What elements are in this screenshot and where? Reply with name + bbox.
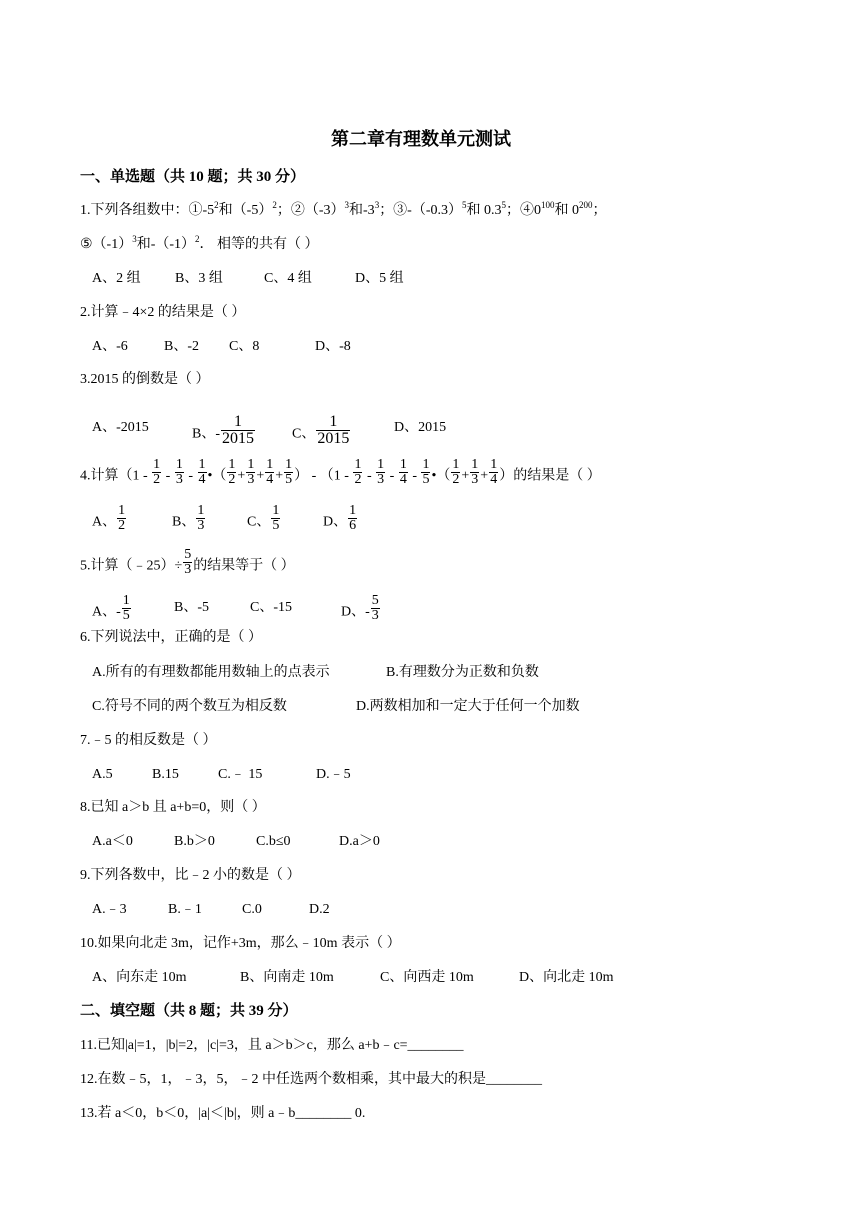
question-1-text: 1.下列各组数中：①-5 <box>80 203 215 218</box>
operator: - <box>412 468 417 484</box>
fraction-1-4: $\frac{1}{4}$ <box>198 457 206 487</box>
operator: - <box>389 468 395 484</box>
fraction-1-2: $\frac{1}{2}$ <box>452 457 460 487</box>
question-4-options <box>92 503 492 533</box>
option-b-label: B、 <box>172 514 196 530</box>
question-1-text: ； <box>592 203 607 218</box>
option-b[interactable]: B.﹣1 <box>168 902 202 917</box>
section-heading-fill-in: 二、填空题（共 8 题；共 39 分） <box>80 1003 298 1019</box>
operator: - <box>188 468 194 484</box>
option-c[interactable]: C、向西走 10m <box>380 970 474 985</box>
superscript: 3 <box>132 234 137 244</box>
superscript: 5 <box>501 200 507 210</box>
section-heading-single-choice: 一、单选题（共 10 题；共 30 分） <box>80 169 306 185</box>
operator: + <box>480 468 489 484</box>
operator: + <box>237 468 246 484</box>
option-b[interactable]: B.有理数分为正数和负数 <box>386 665 539 680</box>
option-c[interactable] <box>247 503 281 537</box>
option-a[interactable] <box>92 503 127 537</box>
question-8-text: 8.已知 a＞b 且 a+b=0，则（ ） <box>80 800 266 815</box>
question-5-text <box>80 547 295 577</box>
fraction-1-4: $\frac{1}{4}$ <box>266 457 274 487</box>
fraction-1-5: $\frac{1}{5}$ <box>422 457 430 487</box>
question-6-options-row-1 <box>92 663 652 683</box>
question-1-text: 和-3 <box>349 203 375 218</box>
option-a[interactable]: A、-2015 <box>92 420 149 435</box>
option-a[interactable]: A.所有的有理数都能用数轴上的点表示 <box>92 665 330 680</box>
operator: •（ <box>431 468 451 484</box>
option-a[interactable] <box>92 593 132 627</box>
operator: + <box>256 468 265 484</box>
question-6-options-row-2 <box>92 697 652 717</box>
question-7-text: 7.﹣5 的相反数是（ ） <box>80 733 217 748</box>
option-a[interactable]: A.﹣3 <box>92 902 127 917</box>
question-1-text: ；④0 <box>506 203 542 218</box>
question-11-text: 11.已知|a|=1，|b|=2，|c|=3，且 a＞b＞c，那么 a+b﹣c=________ <box>80 1038 464 1053</box>
question-1-text: ；③-（-0.3） <box>379 203 463 218</box>
operator: •（ <box>207 468 227 484</box>
fraction-5-3: $\frac{5}{3}$ <box>184 547 192 577</box>
option-b[interactable] <box>172 503 206 537</box>
option-d[interactable]: D.﹣5 <box>316 767 351 782</box>
fraction-1-5: $\frac{1}{5}$ <box>285 457 293 487</box>
option-d[interactable] <box>323 503 358 537</box>
fraction: $\frac{1}{5}$ <box>122 593 130 623</box>
question-1-text: ；②（-3） <box>276 203 345 218</box>
superscript: 3 <box>344 200 350 210</box>
question-5-options <box>92 593 492 623</box>
option-b[interactable]: B.15 <box>152 767 179 782</box>
superscript: 3 <box>374 200 380 210</box>
superscript: 200 <box>579 200 593 210</box>
option-d[interactable]: D、2015 <box>394 420 447 435</box>
question-6-text: 6.下列说法中，正确的是（ ） <box>80 630 262 645</box>
option-d-label: D、 <box>323 514 348 530</box>
fraction-1-4: $\frac{1}{4}$ <box>399 457 407 487</box>
option-b[interactable]: B、-5 <box>174 600 209 615</box>
operator: + <box>275 468 284 484</box>
option-d[interactable] <box>341 593 381 627</box>
option-c-label: C、 <box>292 426 316 442</box>
question-1-text: ． 相等的共有（ ） <box>199 237 319 252</box>
superscript: 2 <box>214 200 219 210</box>
superscript: 2 <box>272 200 277 210</box>
fraction-1-4: $\frac{1}{4}$ <box>490 457 498 487</box>
denominator: 2015 <box>317 430 350 447</box>
question-1-options <box>92 269 492 289</box>
question-13-text: 13.若 a＜0，b＜0，|a|＜|b|，则 a﹣b________ 0. <box>80 1106 366 1121</box>
question-1-text: ⑤（-1） <box>80 237 133 252</box>
question-5-text-suffix: 的结果等于（ ） <box>193 558 295 574</box>
question-7-options <box>92 765 492 785</box>
superscript: 100 <box>541 200 555 210</box>
option-d[interactable]: D、向北走 10m <box>519 970 614 985</box>
option-c[interactable]: C、-15 <box>250 600 292 615</box>
question-1-text: 和 0.3 <box>466 203 502 218</box>
question-1-text: 和 0 <box>554 203 580 218</box>
option-a[interactable]: A、-6 <box>92 339 128 354</box>
question-12-text: 12.在数﹣5，1，﹣3，5，﹣2 中任选两个数相乘，其中最大的积是________ <box>80 1072 542 1087</box>
option-d[interactable]: D.2 <box>309 902 330 917</box>
question-5-text-prefix: 5.计算（﹣25）÷ <box>80 558 183 574</box>
option-c[interactable]: C.b≤0 <box>256 834 291 849</box>
question-9-options <box>92 900 492 920</box>
option-c[interactable]: C.﹣ 15 <box>218 767 263 782</box>
option-c-label: C、 <box>247 514 271 530</box>
question-2-text: 2.计算﹣4×2 的结果是（ ） <box>80 305 246 320</box>
option-b[interactable]: B、向南走 10m <box>240 970 334 985</box>
option-c[interactable]: C、4 组 <box>264 271 312 286</box>
option-d-label: D、- <box>341 604 370 620</box>
option-b[interactable]: B、3 组 <box>175 271 223 286</box>
numerator: 1 <box>234 413 242 430</box>
fraction-1-3: $\frac{1}{3}$ <box>247 457 255 487</box>
fraction: $\frac{1}{2}$ <box>118 503 126 533</box>
option-d[interactable]: D、-8 <box>315 339 351 354</box>
question-1-line-2 <box>80 235 319 255</box>
option-b[interactable]: B、-2 <box>164 339 199 354</box>
question-10-text: 10.如果向北走 3m，记作+3m，那么﹣10m 表示（ ） <box>80 936 401 951</box>
question-1-text: 和-（-1） <box>136 237 196 252</box>
option-c[interactable]: C.符号不同的两个数互为相反数 <box>92 699 287 714</box>
fraction: $\frac{1}{5}$ <box>272 503 280 533</box>
fraction: $\frac{1}{6}$ <box>349 503 357 533</box>
question-3-options <box>92 413 492 447</box>
question-4-expression <box>80 457 601 487</box>
denominator: 2015 <box>222 430 254 447</box>
fraction-1-3: $\frac{1}{3}$ <box>471 457 479 487</box>
page-title: 第二章有理数单元测试 <box>331 129 511 149</box>
question-3-text: 3.2015 的倒数是（ ） <box>80 372 210 387</box>
question-2-options <box>92 337 492 357</box>
option-c[interactable]: C.0 <box>242 902 262 917</box>
option-b[interactable] <box>192 413 256 451</box>
option-d[interactable]: D.两数相加和一定大于任何一个加数 <box>356 699 580 714</box>
question-8-options <box>92 832 492 852</box>
option-a-label: A、- <box>92 604 121 620</box>
question-4-text: 4.计算（1 - <box>80 468 148 484</box>
operator: - <box>366 468 372 484</box>
operator: - <box>165 468 171 484</box>
question-4-text: ）的结果是（ ） <box>499 468 601 484</box>
numerator: 1 <box>329 413 338 430</box>
question-1-text: 和（-5） <box>218 203 273 218</box>
question-10-options <box>92 968 652 988</box>
option-a-label: A、 <box>92 514 117 530</box>
option-c[interactable] <box>292 413 351 451</box>
option-a[interactable]: A.5 <box>92 767 113 782</box>
option-b[interactable]: B.b＞0 <box>174 834 215 849</box>
question-9-text: 9.下列各数中，比﹣2 小的数是（ ） <box>80 868 301 883</box>
option-d[interactable]: D.a＞0 <box>339 834 380 849</box>
option-b-label: B、- <box>192 426 220 442</box>
superscript: 2 <box>195 234 200 244</box>
option-a[interactable]: A.a＜0 <box>92 834 133 849</box>
option-a[interactable]: A、2 组 <box>92 271 141 286</box>
fraction: $\frac{5}{3}$ <box>371 593 379 623</box>
fraction-1-2: $\frac{1}{2}$ <box>354 457 362 487</box>
fraction-1-3: $\frac{1}{3}$ <box>175 457 183 487</box>
fraction-1-2: $\frac{1}{2}$ <box>228 457 236 487</box>
fraction-1-3: $\frac{1}{3}$ <box>377 457 385 487</box>
fraction <box>221 414 255 447</box>
fraction-1-2: $\frac{1}{2}$ <box>153 457 161 487</box>
option-a[interactable]: A、向东走 10m <box>92 970 187 985</box>
question-1-line-1 <box>80 201 607 221</box>
option-d[interactable]: D、5 组 <box>355 271 404 286</box>
fraction <box>316 414 350 447</box>
operator: + <box>461 468 470 484</box>
superscript: 5 <box>462 200 467 210</box>
fraction: $\frac{1}{3}$ <box>197 503 205 533</box>
option-c[interactable]: C、8 <box>229 339 260 354</box>
question-4-text: ） - （1 - <box>294 468 349 484</box>
